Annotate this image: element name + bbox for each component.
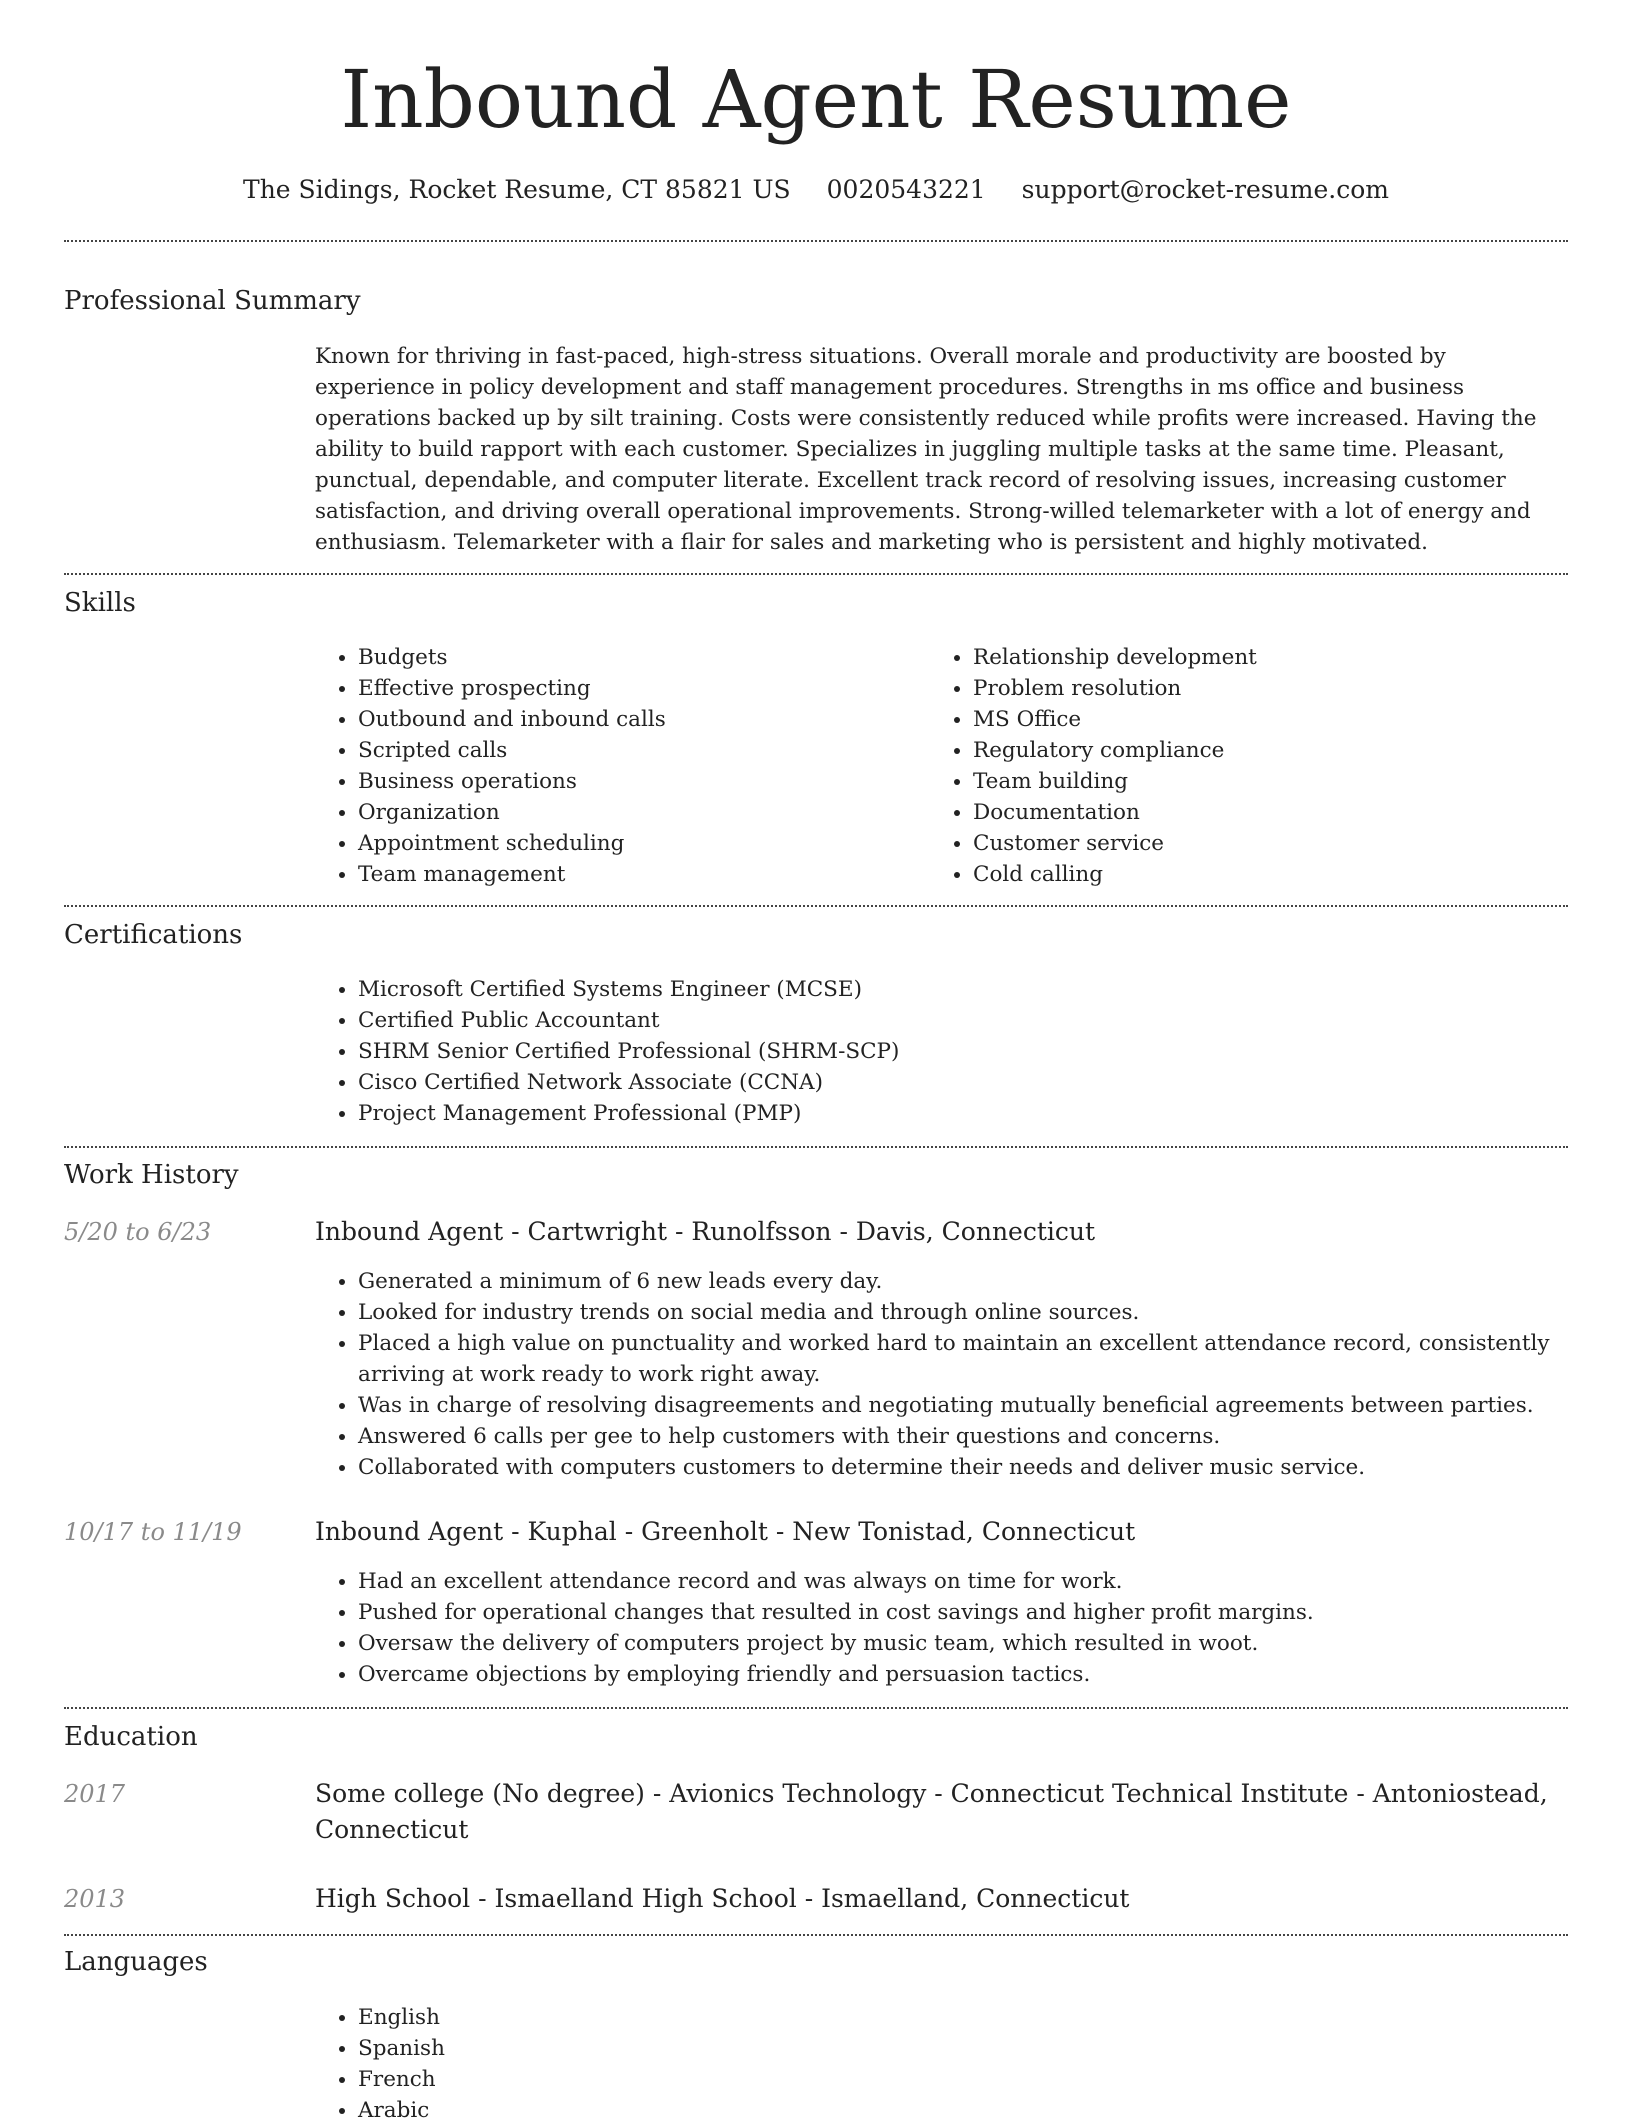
contact-email: support@rocket-resume.com	[1021, 175, 1389, 204]
section-divider	[64, 240, 1568, 242]
section-divider	[64, 573, 1568, 575]
language-item: • English	[358, 2002, 958, 2033]
languages-heading: Languages	[64, 1947, 208, 1977]
contact-phone: 0020543221	[826, 175, 986, 204]
section-divider	[64, 905, 1568, 907]
summary-text: Known for thriving in fast-paced, high-stress situations. Overall morale and productivity are boosted by experience in policy development and staff management procedures. Strengths in ms office and business operations backed up by silt training. Costs were consistently reduced while profits were increased. Having the ability to build rapport with each customer. Specializes in juggling multiple tasks at the same time. Pleasant, punctual, dependable, and computer literate. Excellent track record of resolving issues, increasing customer satisfaction, and driving overall operational improvements. Strong-willed telemarketer with a lot of energy and enthusiasm. Telemarketer with a flair for sales and marketing who is persistent and highly motivated.	[315, 344, 1537, 555]
language-item: • Spanish	[358, 2033, 958, 2064]
skill-item: • Team management	[358, 859, 918, 890]
contact-address: The Sidings, Rocket Resume, CT 85821 US	[243, 175, 791, 204]
education-year: 2013	[64, 1885, 126, 1913]
skill-item: • Customer service	[973, 828, 1573, 859]
skill-item: • Regulatory compliance	[973, 735, 1573, 766]
job-dates: 5/20 to 6/23	[64, 1218, 212, 1246]
section-divider	[64, 1146, 1568, 1148]
certification-item: • Cisco Certified Network Associate (CCNA)	[358, 1067, 1558, 1098]
job-bullet: • Collaborated with computers customers to determine their needs and deliver music service.	[358, 1452, 1613, 1483]
skill-item: • Problem resolution	[973, 673, 1573, 704]
language-item: • French	[358, 2064, 958, 2095]
certification-item: • SHRM Senior Certified Professional (SHRM-SCP)	[358, 1036, 1558, 1067]
job-bullet: • Answered 6 calls per gee to help customers with their questions and concerns.	[358, 1421, 1613, 1452]
education-heading: Education	[64, 1722, 198, 1752]
skill-item: • Budgets	[358, 642, 918, 673]
resume-name: Inbound Agent Resume	[340, 53, 1292, 146]
job-bullet: • Was in charge of resolving disagreements and negotiating mutually beneficial agreements between parties.	[358, 1390, 1613, 1421]
certifications-list	[315, 974, 1558, 1129]
job-bullet: • Had an excellent attendance record and was always on time for work.	[358, 1566, 1613, 1597]
skill-item: • Documentation	[973, 797, 1573, 828]
certification-item: • Certified Public Accountant	[358, 1005, 1558, 1036]
contact-line	[0, 174, 1632, 206]
section-divider	[64, 1707, 1568, 1709]
skill-item: • Scripted calls	[358, 735, 918, 766]
job-bullets	[315, 1566, 1613, 1690]
summary-heading: Professional Summary	[64, 286, 361, 316]
language-item: • Arabic	[358, 2095, 958, 2126]
skill-item: • Organization	[358, 797, 918, 828]
job-bullets	[315, 1266, 1613, 1483]
section-divider	[64, 1934, 1568, 1936]
job-title: Inbound Agent - Kuphal - Greenholt - New Tonistad, Connecticut	[315, 1517, 1136, 1546]
job-bullet: • Generated a minimum of 6 new leads every day.	[358, 1266, 1613, 1297]
skill-item: • Effective prospecting	[358, 673, 918, 704]
skill-item: • Relationship development	[973, 642, 1573, 673]
job-bullet: • Looked for industry trends on social media and through online sources.	[358, 1297, 1613, 1328]
job-dates: 10/17 to 11/19	[64, 1518, 242, 1546]
job-title: Inbound Agent - Cartwright - Runolfsson - Davis, Connecticut	[315, 1217, 1096, 1246]
skill-item: • Team building	[973, 766, 1573, 797]
skill-item: • Business operations	[358, 766, 918, 797]
skill-item: • MS Office	[973, 704, 1573, 735]
work-history-heading: Work History	[64, 1160, 239, 1190]
skill-item: • Cold calling	[973, 859, 1573, 890]
job-bullet: • Pushed for operational changes that resulted in cost savings and higher profit margins.	[358, 1597, 1613, 1628]
education-title: Some college (No degree) - Avionics Technology - Connecticut Technical Institute - Antoniostead, Connecticut	[315, 1779, 1548, 1844]
skills-heading: Skills	[64, 588, 136, 618]
certification-item: • Project Management Professional (PMP)	[358, 1098, 1558, 1129]
skills-list-left	[315, 642, 918, 890]
certifications-heading: Certifications	[64, 920, 243, 950]
job-bullet: • Overcame objections by employing friendly and persuasion tactics.	[358, 1659, 1613, 1690]
skill-item: • Outbound and inbound calls	[358, 704, 918, 735]
education-year: 2017	[64, 1780, 126, 1808]
job-bullet: • Oversaw the delivery of computers project by music team, which resulted in woot.	[358, 1628, 1613, 1659]
certification-item: • Microsoft Certified Systems Engineer (MCSE)	[358, 974, 1558, 1005]
education-title: High School - Ismaelland High School - Ismaelland, Connecticut	[315, 1884, 1130, 1913]
skill-item: • Appointment scheduling	[358, 828, 918, 859]
job-bullet: • Placed a high value on punctuality and worked hard to maintain an excellent attendance record, consistently arriving at work ready to work right away.	[358, 1328, 1613, 1390]
skills-list-right	[930, 642, 1573, 890]
languages-list	[315, 2002, 958, 2126]
